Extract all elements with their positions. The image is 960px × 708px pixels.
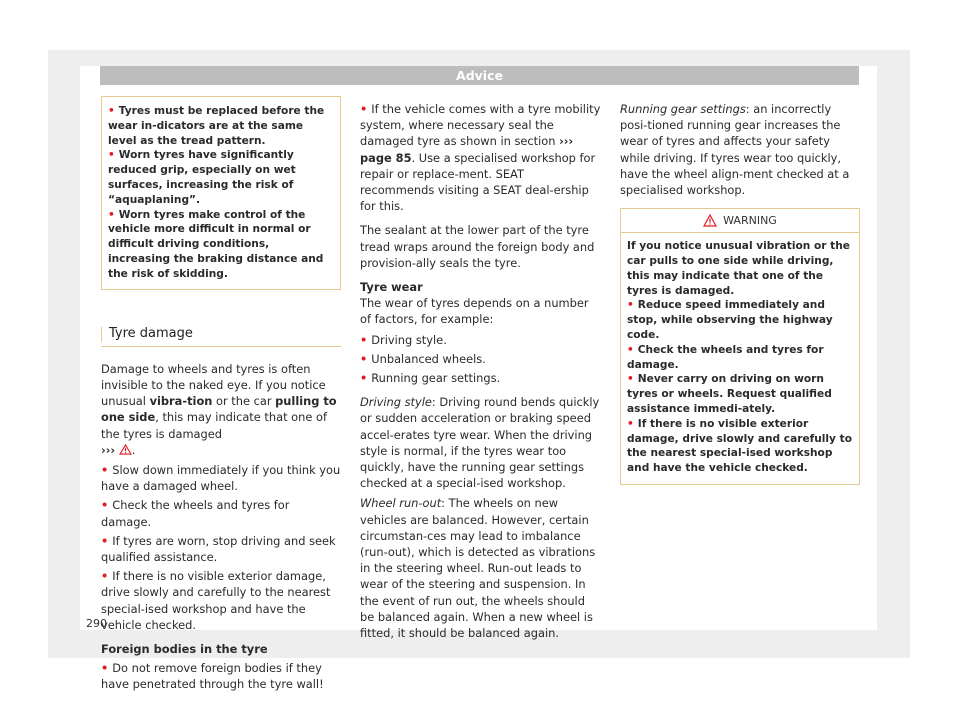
list-item: • Driving style. (360, 332, 447, 347)
warning-body (621, 233, 859, 484)
list-item: • Running gear settings. (360, 371, 501, 386)
warning-item: • Never carry on driving on worn tyres or wheels. Request qualified assistance immedi-ately. (627, 373, 832, 415)
warning-triangle-icon (703, 214, 717, 227)
advice-item: • Tyres must be replaced before the wear in-dicators are at the same level as the tread pattern. (108, 105, 325, 147)
warning-box (620, 208, 860, 485)
warning-title: WARNING (723, 213, 777, 227)
bullet-icon: • (360, 351, 368, 366)
bullet-icon: • (108, 208, 115, 221)
warning-item: • Check the wheels and tyres for damage. (627, 343, 824, 371)
bullet-icon: • (101, 661, 109, 676)
column-3 (620, 101, 860, 485)
list-item: • Do not remove foreign bodies if they have penetrated through the tyre wall! (101, 661, 324, 692)
section-title-tyre-damage: Tyre damage (101, 326, 341, 347)
bullet-icon: • (101, 533, 109, 548)
subheading-foreign-bodies: Foreign bodies in the tyre (101, 642, 268, 657)
bullet-icon: • (101, 569, 109, 584)
list-item: • Check the wheels and tyres for damage. (101, 498, 290, 529)
tyre-damage-intro: Damage to wheels and tyres is often invisible to the naked eye. If you notice unusual vibra-tion or the car pulling to one side, this may indicate that one of the tyres is damaged ››› . (101, 361, 337, 457)
bullet-icon: • (101, 462, 109, 477)
bullet-icon: • (627, 373, 634, 386)
bullet-icon: • (627, 299, 634, 312)
bullet-icon: • (101, 498, 109, 513)
subheading-tyre-wear: Tyre wear (360, 280, 423, 295)
warning-item: • Reduce speed immediately and stop, while observing the highway code. (627, 299, 833, 341)
bullet-icon: • (360, 332, 368, 347)
page-reference-link[interactable]: ››› page 85 (360, 134, 574, 165)
warning-intro: If you notice unusual vibration or the car pulls to one side while driving, this may indicate that one of the tyres is damaged. (627, 240, 850, 297)
list-item: • If the vehicle comes with a tyre mobility system, where necessary seal the damaged tyre as shown in section ››› page 85. Use a specialised workshop for repair or replace-ment. SEAT recommends visiting a SEAT deal-ership for this. (360, 102, 601, 214)
list-item: • Unbalanced wheels. (360, 351, 486, 366)
list-item: • Slow down immediately if you think you have a damaged wheel. (101, 462, 341, 494)
wear-factors-list (360, 332, 601, 387)
tyre-damage-list (101, 462, 341, 633)
driving-style-paragraph: Driving style: Driving round bends quickly or sudden acceleration or braking speed accel-erates tyre wear. When the driving style is normal, if the tyres wear too quickly, have the running gear settings checked at a special-ised workshop. (360, 395, 600, 491)
warning-item: • If there is no visible exterior damage, drive slowly and carefully to the nearest special-ised workshop and have the vehicle checked. (627, 417, 852, 475)
bullet-icon: • (627, 343, 634, 356)
running-gear-paragraph: Running gear settings: an incorrectly posi-tioned running gear increases the wear of tyres and affects your safety while driving. If tyres wear too quickly, have the wheel align-ment checked at a specialised workshop. (620, 102, 850, 198)
column-1 (101, 96, 341, 693)
list-item: • If there is no visible exterior damage, drive slowly and carefully to the nearest special-ised workshop and have the vehicle checked. (101, 569, 331, 632)
list-item: • If tyres are worn, stop driving and seek qualified assistance. (101, 533, 336, 564)
advice-box (101, 96, 341, 290)
bullet-icon: • (360, 371, 368, 386)
wear-intro: The wear of tyres depends on a number of factors, for example: (360, 296, 589, 327)
warning-header (621, 209, 859, 233)
column-2 (360, 101, 601, 641)
bullet-icon: • (627, 417, 634, 430)
wheel-runout-paragraph: Wheel run-out: The wheels on new vehicles are balanced. However, certain circumstan-ces may lead to imbalance (run-out), which is detected as vibrations in the steering wheel. Run-out leads to wear of the steering and suspension. In the event of run out, the wheels should be balanced again. When a new wheel is fitted, it should be balanced again. (360, 496, 596, 641)
advice-item: • Worn tyres have significantly reduced grip, especially on wet surfaces, increasing the risk of “aquaplaning”. (108, 149, 296, 206)
page-number: 290 (86, 617, 107, 630)
page-header: Advice (100, 66, 859, 85)
cross-reference-link[interactable]: ››› (101, 442, 116, 457)
sealant-paragraph: The sealant at the lower part of the tyre tread wraps around the foreign body and provision-ally seals the tyre. (360, 223, 595, 270)
bullet-icon: • (360, 102, 368, 116)
advice-item: • Worn tyres make control of the vehicle more difficult in normal or difficult driving conditions, increasing the braking distance and the risk of skidding. (108, 208, 324, 280)
bullet-icon: • (108, 149, 115, 162)
warning-triangle-icon (119, 444, 132, 455)
bullet-icon: • (108, 105, 115, 117)
